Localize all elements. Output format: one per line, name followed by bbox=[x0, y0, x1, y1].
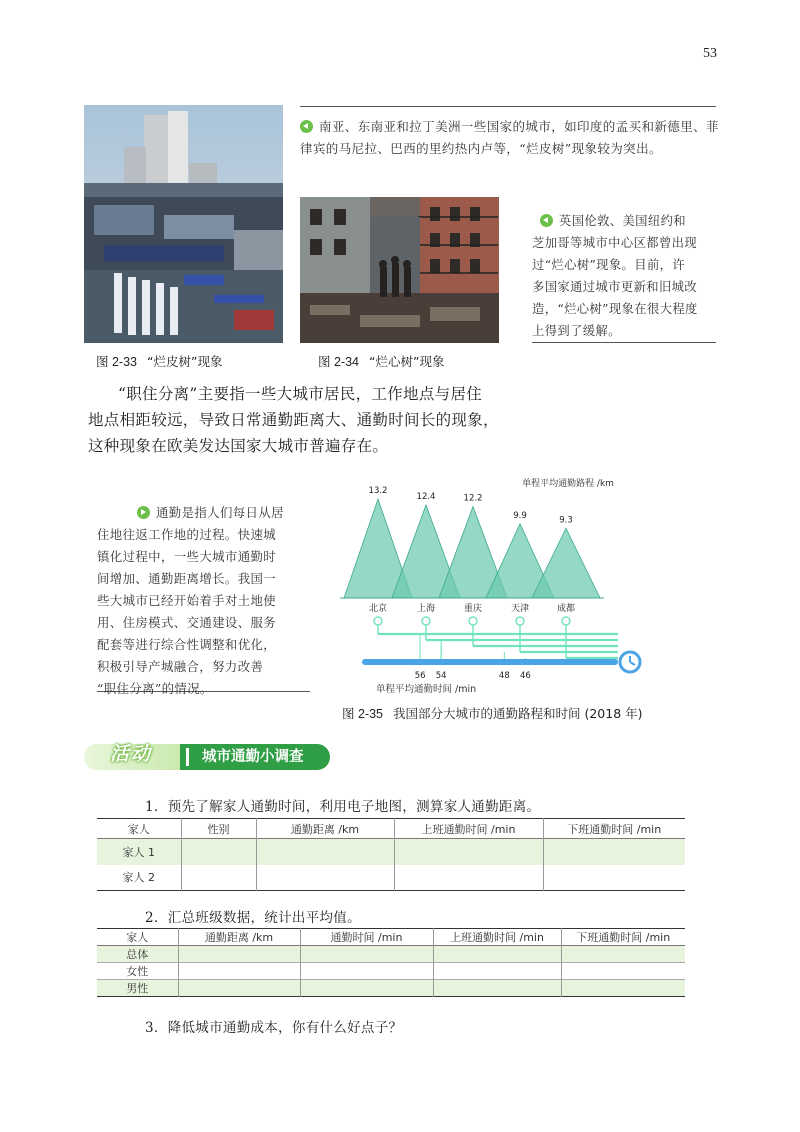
activity-question-1: 1．预先了解家人通勤时间，利用电子地图，测算家人通勤距离。 bbox=[145, 799, 541, 815]
time-axis bbox=[362, 659, 618, 665]
distance-value-label: 12.2 bbox=[463, 493, 483, 504]
table-cell[interactable] bbox=[300, 980, 433, 997]
distance-axis-label: 单程平均通勤路程 /km bbox=[522, 479, 614, 489]
city-label: 北京 bbox=[368, 604, 388, 614]
table-cell[interactable] bbox=[543, 839, 685, 865]
table-cell[interactable] bbox=[561, 980, 685, 997]
table-cell[interactable] bbox=[561, 963, 685, 980]
table-cell[interactable] bbox=[178, 980, 300, 997]
time-axis-label: 单程平均通勤时间 /min bbox=[376, 684, 477, 695]
distance-value-label: 12.4 bbox=[416, 492, 436, 502]
table-row bbox=[97, 963, 685, 980]
distance-triangle bbox=[532, 528, 600, 598]
table1-header: 上班通勤时间 /min bbox=[394, 819, 543, 839]
table-row bbox=[97, 839, 685, 865]
table-cell[interactable] bbox=[300, 946, 433, 963]
note-inner-city: 英国伦敦、美国纽约和 芝加哥等城市中心区都曾出现 过“烂心树”现象。目前，许 多国家通过城市更新和旧城改 造，“烂心树”现象在很大程度 上得到了缓解。 bbox=[532, 214, 698, 338]
table1-header: 下班通勤时间 /min bbox=[543, 819, 685, 839]
arrow-right-icon bbox=[137, 506, 150, 519]
activity-question-2: 2．汇总班级数据，统计出平均值。 bbox=[145, 910, 361, 926]
city-node bbox=[374, 617, 382, 625]
table2-header: 通勤距离 /km bbox=[178, 929, 300, 946]
survey-table-1 bbox=[97, 818, 685, 891]
commute-chart bbox=[340, 472, 660, 698]
city-label: 成都 bbox=[556, 604, 576, 614]
table-cell[interactable] bbox=[300, 963, 433, 980]
activity-banner bbox=[84, 738, 334, 772]
city-label: 上海 bbox=[416, 604, 436, 614]
time-tick-label: 56 bbox=[414, 671, 426, 681]
table2-row-label: 总体 bbox=[97, 946, 178, 963]
table-cell[interactable] bbox=[561, 946, 685, 963]
table2-header: 下班通勤时间 /min bbox=[561, 929, 685, 946]
table-cell[interactable] bbox=[433, 980, 561, 997]
note-slum: 南亚、东南亚和拉丁美洲一些国家的城市，如印度的孟买和新德里、菲律宾的马尼拉、巴西的里约热内卢等，“烂皮树”现象较为突出。 bbox=[300, 119, 719, 156]
table-row bbox=[97, 946, 685, 963]
table-cell[interactable] bbox=[543, 865, 685, 891]
distance-value-label: 9.9 bbox=[513, 510, 527, 521]
note-rule-top bbox=[300, 106, 716, 107]
time-tick-label: 54 bbox=[435, 671, 447, 681]
page-number: 53 bbox=[703, 46, 717, 61]
table2-row-label: 女性 bbox=[97, 963, 178, 980]
activity-tag: 活动 bbox=[110, 743, 153, 765]
city-label: 重庆 bbox=[463, 604, 483, 614]
city-node bbox=[422, 617, 430, 625]
table1-header: 性别 bbox=[181, 819, 256, 839]
table1-header: 家人 bbox=[127, 822, 150, 836]
distance-value-label: 9.3 bbox=[559, 515, 573, 526]
table2-header: 家人 bbox=[126, 931, 149, 944]
note-commute: 通勤是指人们每日从居 住地往返工作地的过程。快速城 镇化过程中，一些大城市通勤时 间增加、通勤距离增长。我国一 些大城市已经开始着手对土地使 用、住房模式、交通建设、服务 配套等进行综合性调整和优化， 积极引导产城融合，努力改善 “职住分离”的情况。 bbox=[97, 505, 284, 696]
time-tick-label: 46 bbox=[519, 671, 531, 681]
table-cell[interactable] bbox=[433, 963, 561, 980]
table-cell[interactable] bbox=[181, 865, 256, 891]
city-node bbox=[469, 617, 477, 625]
table1-row-label: 家人 1 bbox=[97, 839, 181, 865]
photo-slum bbox=[84, 105, 283, 343]
table-cell[interactable] bbox=[433, 946, 561, 963]
distance-value-label: 13.2 bbox=[368, 486, 388, 496]
caption-fig-2-34: 图 2-34 “烂心树”现象 bbox=[318, 354, 445, 369]
table-row bbox=[97, 865, 685, 891]
table2-row-label: 男性 bbox=[97, 980, 178, 997]
survey-table-2 bbox=[97, 928, 685, 997]
table-cell[interactable] bbox=[178, 963, 300, 980]
activity-question-3: 3．降低城市通勤成本，你有什么好点子？ bbox=[145, 1020, 403, 1036]
arrow-left-icon bbox=[300, 120, 313, 133]
table1-header: 通勤距离 /km bbox=[256, 819, 394, 839]
activity-title: 城市通勤小调查 bbox=[180, 744, 330, 770]
note-rule-right bbox=[532, 342, 716, 343]
city-node bbox=[516, 617, 524, 625]
table2-header: 通勤时间 /min bbox=[300, 929, 433, 946]
city-node bbox=[562, 617, 570, 625]
table2-header: 上班通勤时间 /min bbox=[433, 929, 561, 946]
arrow-left-icon bbox=[540, 214, 553, 227]
table1-row-label: 家人 2 bbox=[97, 865, 181, 891]
table-cell[interactable] bbox=[256, 865, 394, 891]
table-cell[interactable] bbox=[256, 839, 394, 865]
table-cell[interactable] bbox=[394, 865, 543, 891]
time-tick-label: 48 bbox=[498, 671, 510, 681]
city-label: 天津 bbox=[510, 604, 530, 614]
photo-inner-city bbox=[300, 197, 499, 343]
body-paragraph: “职住分离”主要指一些大城市居民，工作地点与居住 地点相距较远，导致日常通勤距离大、通勤时间长的现象， 这种现象在欧美发达国家大城市普遍存在。 bbox=[88, 385, 499, 455]
table-cell[interactable] bbox=[178, 946, 300, 963]
table-cell[interactable] bbox=[181, 839, 256, 865]
caption-fig-2-33: 图 2-33 “烂皮树”现象 bbox=[96, 354, 223, 369]
caption-fig-2-35: 图 2-35 我国部分大城市的通勤路程和时间 (2018 年) bbox=[342, 706, 643, 721]
table-cell[interactable] bbox=[394, 839, 543, 865]
table-row bbox=[97, 980, 685, 997]
